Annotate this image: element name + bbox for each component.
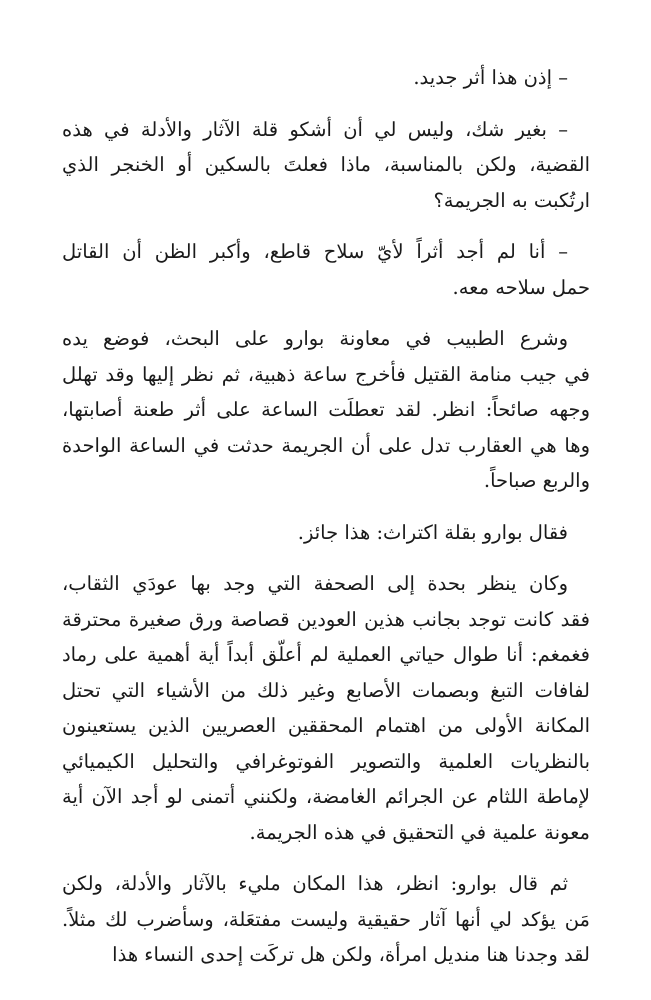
text-line: القضية، ولكن بالمناسبة، ماذا فعلتَ بالسكين أو الخنجر الذي — [62, 153, 590, 176]
paragraph — [62, 566, 590, 850]
text-line: فقال بوارو بقلة اكتراث: هذا جائز. — [297, 520, 568, 544]
text-line: حمل سلاحه معه. — [452, 275, 590, 299]
text-line: وكان ينظر بحدة إلى الصحفة التي وجد بها عودَي الثقاب، — [62, 572, 568, 595]
text-line: المكانة الأولى من اهتمام المحققين العصريين الذين يستعينون — [62, 714, 590, 737]
paragraph — [62, 866, 590, 973]
text-line: لفافات التبغ وبصمات الأصابع وغير ذلك من الأشياء التي تحتل — [62, 678, 590, 702]
text-line: ثم قال بوارو: انظر، هذا المكان مليء بالآثار والأدلة، ولكن — [62, 872, 568, 895]
paragraph — [62, 60, 590, 96]
text-line: بالنظريات العلمية والتصوير الفوتوغرافي والتحليل الكيميائي — [62, 749, 590, 773]
text-line: وشرع الطبيب في معاونة بوارو على البحث، فوضع يده — [62, 327, 568, 350]
text-line: لقد وجدنا هنا منديل امرأة، ولكن هل تركَت إحدى النساء هذا — [112, 943, 590, 966]
text-line: فغمغم: أنا طوال حياتي العملية لم أعلّق أبداً أية أهمية على رماد — [62, 643, 590, 666]
paragraph — [62, 112, 590, 219]
paragraph — [62, 515, 590, 551]
text-line: وجهه صائحاً: انظر. لقد تعطلَت الساعة على أثر طعنة أصابتها، — [62, 398, 590, 421]
text-line: في جيب منامة القتيل فأخرج ساعة ذهبية، ثم نظر إليها وقد تهلل — [62, 362, 590, 386]
text-line: – بغير شك، وليس لي أن أشكو قلة الآثار والأدلة في هذه — [62, 117, 568, 141]
text-line: فقد كانت توجد بجانب هذين العودين قصاصة ورق صغيرة محترقة — [62, 607, 590, 631]
paragraph — [62, 234, 590, 305]
text-line: ارتُكبت به الجريمة؟ — [433, 188, 590, 212]
text-line: وها هي العقارب تدل على أن الجريمة حدثت في الساعة الواحدة — [62, 433, 590, 457]
text-line: – إذن هذا أثر جديد. — [413, 66, 568, 89]
book-page-text — [62, 60, 590, 989]
text-line: والربع صباحاً. — [483, 469, 590, 492]
paragraph — [62, 321, 590, 499]
text-line: لإماطة اللثام عن الجرائم الغامضة، ولكنني أتمنى لو أجد الآن أية — [62, 785, 590, 808]
text-line: معونة علمية في التحقيق في هذه الجريمة. — [249, 820, 590, 844]
text-line: مَن يؤكد لي أنها آثار حقيقية وليست مفتعَلة، وسأضرب لك مثلاً. — [62, 907, 590, 931]
text-line: – أنا لم أجد أثراً لأيّ سلاح قاطع، وأكبر الظن أن القاتل — [62, 240, 568, 263]
